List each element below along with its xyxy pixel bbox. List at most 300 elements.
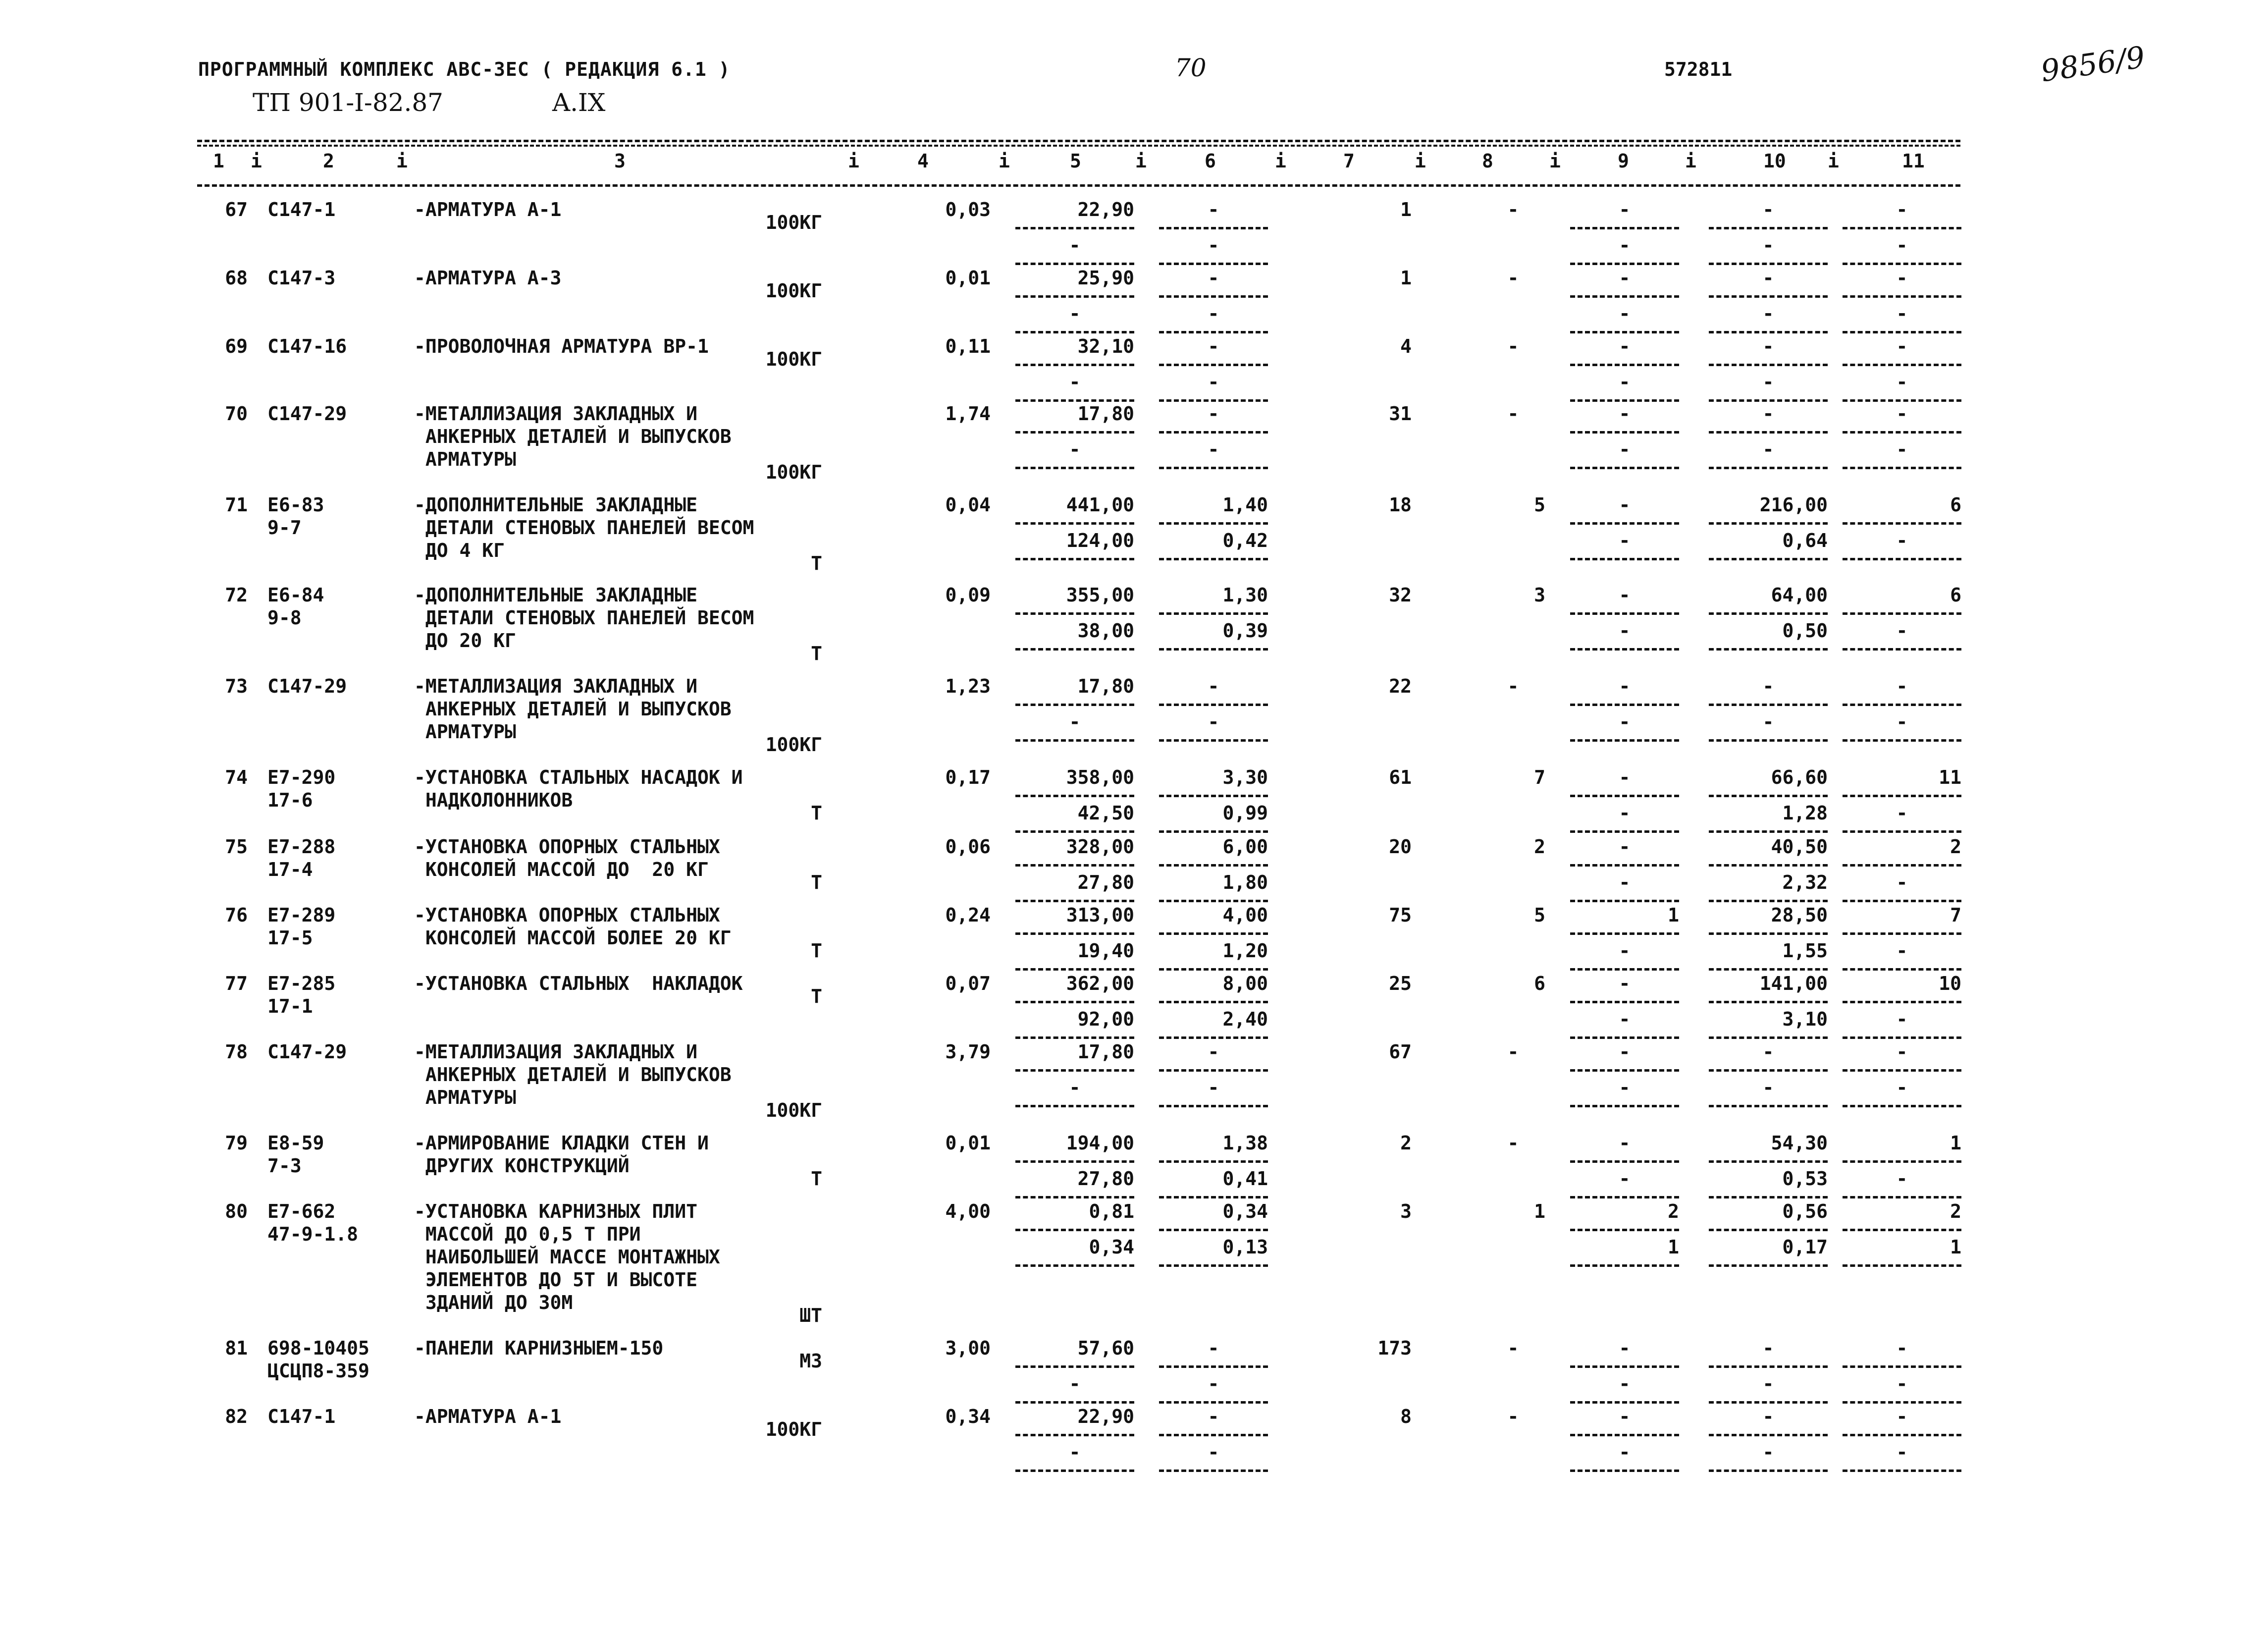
column-separator: i xyxy=(848,150,859,172)
norm-code: 17-5 xyxy=(267,927,313,949)
value-c8: - xyxy=(1507,403,1519,425)
value-underline xyxy=(1570,1036,1679,1039)
norm-code: C147-29 xyxy=(267,675,347,697)
value-underline xyxy=(1159,1469,1268,1472)
value-underline xyxy=(1159,1264,1268,1267)
project-designation: ТП 901-I-82.87 xyxy=(253,88,443,117)
value-underline xyxy=(1843,1401,1961,1404)
header-rule-top-2 xyxy=(197,145,1960,147)
work-description: -МЕТАЛЛИЗАЦИЯ ЗАКЛАДНЫХ И xyxy=(414,1041,697,1063)
value-c8: - xyxy=(1507,1132,1519,1154)
value-c11-bottom: - xyxy=(1896,620,1908,642)
work-description: -ПАНЕЛИ КАРНИЗНЫЕМ-150 xyxy=(414,1337,664,1359)
value-c10-top: 216,00 xyxy=(1759,494,1828,516)
value-c5-bottom: - xyxy=(1069,1077,1081,1098)
value-c5-bottom: 124,00 xyxy=(1066,530,1134,551)
unit-of-measure: ШТ xyxy=(799,1305,822,1326)
value-underline xyxy=(1159,932,1268,935)
value-c8: - xyxy=(1507,1337,1519,1359)
value-c6-bottom: 1,20 xyxy=(1222,940,1268,962)
value-c5-bottom: 27,80 xyxy=(1077,1168,1134,1190)
value-underline xyxy=(1843,900,1961,902)
work-description: ДЕТАЛИ СТЕНОВЫХ ПАНЕЛЕЙ ВЕСОМ xyxy=(414,607,754,629)
value-underline xyxy=(1015,1365,1134,1368)
value-underline xyxy=(1843,1196,1961,1198)
value-c11-bottom: - xyxy=(1896,1441,1908,1463)
value-c6-top: 3,30 xyxy=(1222,766,1268,788)
value-underline xyxy=(1015,331,1134,333)
value-c7: 173 xyxy=(1377,1337,1412,1359)
unit-of-measure: 100КГ xyxy=(765,348,822,370)
value-underline xyxy=(1159,1105,1268,1107)
value-c5-top: 32,10 xyxy=(1077,335,1134,357)
value-c11-bottom: - xyxy=(1896,530,1908,551)
quantity: 3,79 xyxy=(945,1041,991,1063)
norm-code: C147-29 xyxy=(267,1041,347,1063)
value-underline xyxy=(1570,1069,1679,1072)
value-c9-top: - xyxy=(1619,584,1631,606)
value-c9-top: - xyxy=(1619,199,1631,220)
value-underline xyxy=(1709,1160,1828,1163)
value-underline xyxy=(1709,932,1828,935)
column-header-9: 9 xyxy=(1618,150,1629,172)
value-underline xyxy=(1570,1001,1679,1003)
value-c10-bottom: - xyxy=(1762,371,1774,393)
unit-of-measure: Т xyxy=(811,1168,822,1190)
value-underline xyxy=(1709,648,1828,651)
row-number: 82 xyxy=(225,1406,248,1427)
value-underline xyxy=(1709,1469,1828,1472)
value-c9-bottom: - xyxy=(1619,438,1631,460)
value-c11-bottom: - xyxy=(1896,802,1908,824)
value-c6-bottom: 0,42 xyxy=(1222,530,1268,551)
row-number: 81 xyxy=(225,1337,248,1359)
value-underline xyxy=(1159,1196,1268,1198)
program-title: ПРОГРАММНЫЙ КОМПЛЕКС АВС-ЗЕС ( РЕДАКЦИЯ 6.1 ) xyxy=(198,58,731,80)
value-c6-bottom: - xyxy=(1208,1441,1219,1463)
value-underline xyxy=(1709,864,1828,867)
norm-code: 698-10405 xyxy=(267,1337,369,1359)
work-description: ДРУГИХ КОНСТРУКЦИЙ xyxy=(414,1155,630,1177)
norm-code: 9-8 xyxy=(267,607,302,629)
value-c7: 4 xyxy=(1400,335,1412,357)
value-c10-bottom: 1,55 xyxy=(1782,940,1828,962)
quantity: 0,11 xyxy=(945,335,991,357)
value-underline xyxy=(1570,612,1679,615)
value-underline xyxy=(1843,331,1961,333)
value-c6-bottom: - xyxy=(1208,711,1219,733)
value-c10-top: 54,30 xyxy=(1771,1132,1828,1154)
value-c10-top: 28,50 xyxy=(1771,904,1828,926)
value-underline xyxy=(1015,1196,1134,1198)
value-c9-top: - xyxy=(1619,1337,1631,1359)
value-c9-bottom: - xyxy=(1619,940,1631,962)
value-c6-top: - xyxy=(1208,199,1219,220)
value-c6-bottom: - xyxy=(1208,234,1219,256)
value-underline xyxy=(1159,1036,1268,1039)
value-underline xyxy=(1570,399,1679,402)
value-c9-top: - xyxy=(1619,766,1631,788)
value-underline xyxy=(1570,227,1679,229)
value-c10-bottom: 0,53 xyxy=(1782,1168,1828,1190)
quantity: 1,23 xyxy=(945,675,991,697)
value-c6-bottom: 0,39 xyxy=(1222,620,1268,642)
work-description: -ПРОВОЛОЧНАЯ АРМАТУРА ВР-1 xyxy=(414,335,709,357)
work-description: АРМАТУРЫ xyxy=(414,448,516,470)
work-description: -УСТАНОВКА ОПОРНЫХ СТАЛЬНЫХ xyxy=(414,836,720,858)
value-underline xyxy=(1015,364,1134,366)
value-c6-top: - xyxy=(1208,267,1219,289)
value-underline xyxy=(1843,1264,1961,1267)
value-underline xyxy=(1570,558,1679,560)
value-c6-top: - xyxy=(1208,403,1219,425)
work-description: ЭЛЕМЕНТОВ ДО 5Т И ВЫСОТЕ xyxy=(414,1269,697,1291)
value-c9-bottom: 1 xyxy=(1668,1236,1679,1258)
value-c6-bottom: 0,99 xyxy=(1222,802,1268,824)
value-c8: 7 xyxy=(1534,766,1545,788)
value-underline xyxy=(1015,263,1134,265)
value-c9-top: - xyxy=(1619,1406,1631,1427)
norm-code: C147-16 xyxy=(267,335,347,357)
value-c8: 3 xyxy=(1534,584,1545,606)
value-underline xyxy=(1709,227,1828,229)
value-c6-bottom: - xyxy=(1208,438,1219,460)
value-c11-top: 2 xyxy=(1950,836,1961,858)
value-c6-bottom: - xyxy=(1208,371,1219,393)
value-c10-top: - xyxy=(1762,675,1774,697)
value-c5-top: 355,00 xyxy=(1066,584,1134,606)
value-c7: 1 xyxy=(1400,199,1412,220)
value-underline xyxy=(1709,331,1828,333)
value-underline xyxy=(1159,648,1268,651)
value-c7: 8 xyxy=(1400,1406,1412,1427)
value-underline xyxy=(1843,648,1961,651)
value-underline xyxy=(1159,739,1268,742)
norm-code: E6-83 xyxy=(267,494,324,516)
column-header-7: 7 xyxy=(1343,150,1355,172)
unit-of-measure: М3 xyxy=(799,1350,822,1372)
value-c9-bottom: - xyxy=(1619,371,1631,393)
value-underline xyxy=(1570,522,1679,525)
norm-code: E7-285 xyxy=(267,973,336,994)
column-separator: i xyxy=(251,150,262,172)
value-c9-top: - xyxy=(1619,335,1631,357)
unit-of-measure: 100КГ xyxy=(765,461,822,483)
row-number: 80 xyxy=(225,1200,248,1222)
value-c10-top: 40,50 xyxy=(1771,836,1828,858)
value-c11-bottom: - xyxy=(1896,1373,1908,1395)
work-description: НАИБОЛЬШЕЙ МАССЕ МОНТАЖНЫХ xyxy=(414,1246,720,1268)
norm-code: 17-4 xyxy=(267,859,313,880)
value-underline xyxy=(1709,1401,1828,1404)
unit-of-measure: Т xyxy=(811,552,822,574)
value-underline xyxy=(1159,295,1268,298)
value-c5-top: 194,00 xyxy=(1066,1132,1134,1154)
value-c10-bottom: - xyxy=(1762,1077,1774,1098)
value-c5-bottom: 92,00 xyxy=(1077,1008,1134,1030)
value-c11-top: - xyxy=(1896,1406,1908,1427)
value-underline xyxy=(1843,1365,1961,1368)
value-c11-top: - xyxy=(1896,199,1908,220)
norm-code: 17-6 xyxy=(267,789,313,811)
value-c6-top: 1,30 xyxy=(1222,584,1268,606)
column-header-2: 2 xyxy=(323,150,334,172)
value-underline xyxy=(1570,431,1679,434)
value-underline xyxy=(1159,399,1268,402)
work-description: -АРМАТУРА А-1 xyxy=(414,1406,562,1427)
value-c11-top: - xyxy=(1896,335,1908,357)
value-c5-top: 328,00 xyxy=(1066,836,1134,858)
value-c5-bottom: - xyxy=(1069,711,1081,733)
value-underline xyxy=(1570,295,1679,298)
value-c9-top: - xyxy=(1619,267,1631,289)
value-underline xyxy=(1570,900,1679,902)
page-number: 70 xyxy=(1175,54,1207,82)
value-c7: 75 xyxy=(1389,904,1412,926)
value-c11-bottom: - xyxy=(1896,1077,1908,1098)
work-description: -УСТАНОВКА КАРНИЗНЫХ ПЛИТ xyxy=(414,1200,697,1222)
value-underline xyxy=(1015,704,1134,706)
value-underline xyxy=(1015,1160,1134,1163)
value-c9-top: - xyxy=(1619,836,1631,858)
value-c9-top: - xyxy=(1619,973,1631,994)
norm-code: C147-1 xyxy=(267,199,336,220)
value-underline xyxy=(1843,795,1961,797)
norm-code: E7-288 xyxy=(267,836,336,858)
value-c10-top: 64,00 xyxy=(1771,584,1828,606)
value-underline xyxy=(1570,1401,1679,1404)
value-c8: - xyxy=(1507,335,1519,357)
value-underline xyxy=(1015,431,1134,434)
value-c11-top: - xyxy=(1896,1337,1908,1359)
value-c11-top: 6 xyxy=(1950,584,1961,606)
quantity: 4,00 xyxy=(945,1200,991,1222)
value-c6-top: 1,38 xyxy=(1222,1132,1268,1154)
value-c10-top: 66,60 xyxy=(1771,766,1828,788)
value-underline xyxy=(1159,1069,1268,1072)
value-underline xyxy=(1159,522,1268,525)
value-c9-top: - xyxy=(1619,675,1631,697)
value-c9-bottom: - xyxy=(1619,1008,1631,1030)
value-c11-top: - xyxy=(1896,1041,1908,1063)
value-c5-bottom: 0,34 xyxy=(1089,1236,1134,1258)
work-description: АРМАТУРЫ xyxy=(414,1087,516,1108)
value-underline xyxy=(1709,467,1828,469)
work-description: -АРМАТУРА А-3 xyxy=(414,267,562,289)
value-underline xyxy=(1570,467,1679,469)
value-underline xyxy=(1159,1160,1268,1163)
value-c11-top: - xyxy=(1896,267,1908,289)
value-underline xyxy=(1159,331,1268,333)
value-underline xyxy=(1843,558,1961,560)
value-underline xyxy=(1570,1434,1679,1436)
work-description: -УСТАНОВКА СТАЛЬНЫХ НАКЛАДОК xyxy=(414,973,743,994)
work-description: АРМАТУРЫ xyxy=(414,721,516,743)
value-c7: 3 xyxy=(1400,1200,1412,1222)
value-c8: - xyxy=(1507,1041,1519,1063)
value-c5-top: 362,00 xyxy=(1066,973,1134,994)
quantity: 0,24 xyxy=(945,904,991,926)
work-description: ДЕТАЛИ СТЕНОВЫХ ПАНЕЛЕЙ ВЕСОМ xyxy=(414,517,754,539)
value-c8: - xyxy=(1507,1406,1519,1427)
value-c10-top: - xyxy=(1762,1337,1774,1359)
section-label: A.IX xyxy=(552,88,606,117)
work-description: -УСТАНОВКА ОПОРНЫХ СТАЛЬНЫХ xyxy=(414,904,720,926)
value-underline xyxy=(1709,704,1828,706)
value-c9-bottom: - xyxy=(1619,802,1631,824)
value-underline xyxy=(1843,830,1961,833)
value-underline xyxy=(1015,1069,1134,1072)
value-c6-top: - xyxy=(1208,1406,1219,1427)
value-c6-top: - xyxy=(1208,1337,1219,1359)
work-description: -МЕТАЛЛИЗАЦИЯ ЗАКЛАДНЫХ И xyxy=(414,403,697,425)
quantity: 1,74 xyxy=(945,403,991,425)
work-description: -АРМИРОВАНИЕ КЛАДКИ СТЕН И xyxy=(414,1132,709,1154)
value-underline xyxy=(1709,612,1828,615)
value-c7: 1 xyxy=(1400,267,1412,289)
value-c5-top: 17,80 xyxy=(1077,675,1134,697)
value-c10-bottom: - xyxy=(1762,303,1774,325)
value-c6-top: - xyxy=(1208,335,1219,357)
value-c10-bottom: 0,50 xyxy=(1782,620,1828,642)
value-underline xyxy=(1159,612,1268,615)
unit-of-measure: 100КГ xyxy=(765,1418,822,1440)
norm-code: 47-9-1.8 xyxy=(267,1223,359,1245)
work-description: КОНСОЛЕЙ МАССОЙ БОЛЕЕ 20 КГ xyxy=(414,927,732,949)
value-c10-bottom: - xyxy=(1762,1373,1774,1395)
work-description: ЗДАНИЙ ДО 30М xyxy=(414,1292,573,1313)
value-c9-top: - xyxy=(1619,1132,1631,1154)
value-c8: - xyxy=(1507,199,1519,220)
value-underline xyxy=(1015,1001,1134,1003)
value-underline xyxy=(1015,558,1134,560)
value-underline xyxy=(1843,704,1961,706)
value-underline xyxy=(1570,864,1679,867)
value-underline xyxy=(1570,364,1679,366)
value-c10-bottom: 3,10 xyxy=(1782,1008,1828,1030)
value-c9-bottom: - xyxy=(1619,234,1631,256)
value-c7: 61 xyxy=(1389,766,1412,788)
row-number: 67 xyxy=(225,199,248,220)
norm-code: C147-29 xyxy=(267,403,347,425)
value-c11-bottom: - xyxy=(1896,438,1908,460)
value-c9-top: 1 xyxy=(1668,904,1679,926)
value-c5-top: 0,81 xyxy=(1089,1200,1134,1222)
value-c5-top: 17,80 xyxy=(1077,403,1134,425)
value-underline xyxy=(1015,1264,1134,1267)
row-number: 79 xyxy=(225,1132,248,1154)
value-underline xyxy=(1159,900,1268,902)
value-underline xyxy=(1015,1229,1134,1231)
value-underline xyxy=(1709,739,1828,742)
column-header-10: 10 xyxy=(1763,150,1786,172)
value-c6-bottom: 0,41 xyxy=(1222,1168,1268,1190)
value-underline xyxy=(1709,795,1828,797)
column-separator: i xyxy=(1135,150,1147,172)
value-c10-bottom: - xyxy=(1762,234,1774,256)
value-c9-bottom: - xyxy=(1619,1168,1631,1190)
value-underline xyxy=(1843,227,1961,229)
value-underline xyxy=(1570,830,1679,833)
value-underline xyxy=(1709,399,1828,402)
value-c9-bottom: - xyxy=(1619,871,1631,893)
unit-of-measure: Т xyxy=(811,643,822,664)
work-description: АНКЕРНЫХ ДЕТАЛЕЙ И ВЫПУСКОВ xyxy=(414,1064,732,1086)
value-c7: 25 xyxy=(1389,973,1412,994)
value-c11-bottom: - xyxy=(1896,871,1908,893)
value-c10-bottom: - xyxy=(1762,438,1774,460)
value-underline xyxy=(1570,795,1679,797)
value-c5-bottom: - xyxy=(1069,438,1081,460)
value-c10-top: - xyxy=(1762,1406,1774,1427)
row-number: 73 xyxy=(225,675,248,697)
value-underline xyxy=(1015,900,1134,902)
value-c10-bottom: - xyxy=(1762,711,1774,733)
value-underline xyxy=(1159,263,1268,265)
column-header-5: 5 xyxy=(1070,150,1081,172)
value-underline xyxy=(1570,1264,1679,1267)
header-rule-bottom xyxy=(197,184,1960,187)
unit-of-measure: Т xyxy=(811,871,822,893)
column-separator: i xyxy=(1275,150,1286,172)
value-underline xyxy=(1015,1401,1134,1404)
value-underline xyxy=(1570,1196,1679,1198)
value-underline xyxy=(1570,1105,1679,1107)
work-description: ДО 20 КГ xyxy=(414,630,516,652)
value-underline xyxy=(1015,1434,1134,1436)
row-number: 68 xyxy=(225,267,248,289)
unit-of-measure: 100КГ xyxy=(765,212,822,233)
value-underline xyxy=(1709,1434,1828,1436)
value-underline xyxy=(1843,364,1961,366)
value-c11-bottom: - xyxy=(1896,711,1908,733)
row-number: 74 xyxy=(225,766,248,788)
column-header-6: 6 xyxy=(1205,150,1216,172)
value-underline xyxy=(1843,1160,1961,1163)
value-underline xyxy=(1843,431,1961,434)
value-underline xyxy=(1709,830,1828,833)
value-underline xyxy=(1570,932,1679,935)
value-underline xyxy=(1015,648,1134,651)
value-c8: 1 xyxy=(1534,1200,1545,1222)
quantity: 0,01 xyxy=(945,267,991,289)
norm-code: C147-3 xyxy=(267,267,336,289)
quantity: 0,07 xyxy=(945,973,991,994)
value-c9-bottom: - xyxy=(1619,620,1631,642)
unit-of-measure: 100КГ xyxy=(765,734,822,756)
work-description: -МЕТАЛЛИЗАЦИЯ ЗАКЛАДНЫХ И xyxy=(414,675,697,697)
value-c5-bottom: - xyxy=(1069,1441,1081,1463)
value-underline xyxy=(1159,830,1268,833)
value-underline xyxy=(1015,864,1134,867)
column-header-11: 11 xyxy=(1902,150,1925,172)
value-underline xyxy=(1570,648,1679,651)
value-c9-bottom: - xyxy=(1619,1077,1631,1098)
value-underline xyxy=(1159,1434,1268,1436)
value-c10-bottom: 0,64 xyxy=(1782,530,1828,551)
value-c10-top: 141,00 xyxy=(1759,973,1828,994)
column-separator: i xyxy=(1828,150,1839,172)
value-c10-bottom: 1,28 xyxy=(1782,802,1828,824)
work-description: КОНСОЛЕЙ МАССОЙ ДО 20 КГ xyxy=(414,859,709,880)
value-underline xyxy=(1159,227,1268,229)
value-underline xyxy=(1159,558,1268,560)
value-c5-bottom: - xyxy=(1069,234,1081,256)
value-c11-top: 1 xyxy=(1950,1132,1961,1154)
value-underline xyxy=(1015,1469,1134,1472)
value-underline xyxy=(1015,968,1134,971)
value-c6-top: 1,40 xyxy=(1222,494,1268,516)
